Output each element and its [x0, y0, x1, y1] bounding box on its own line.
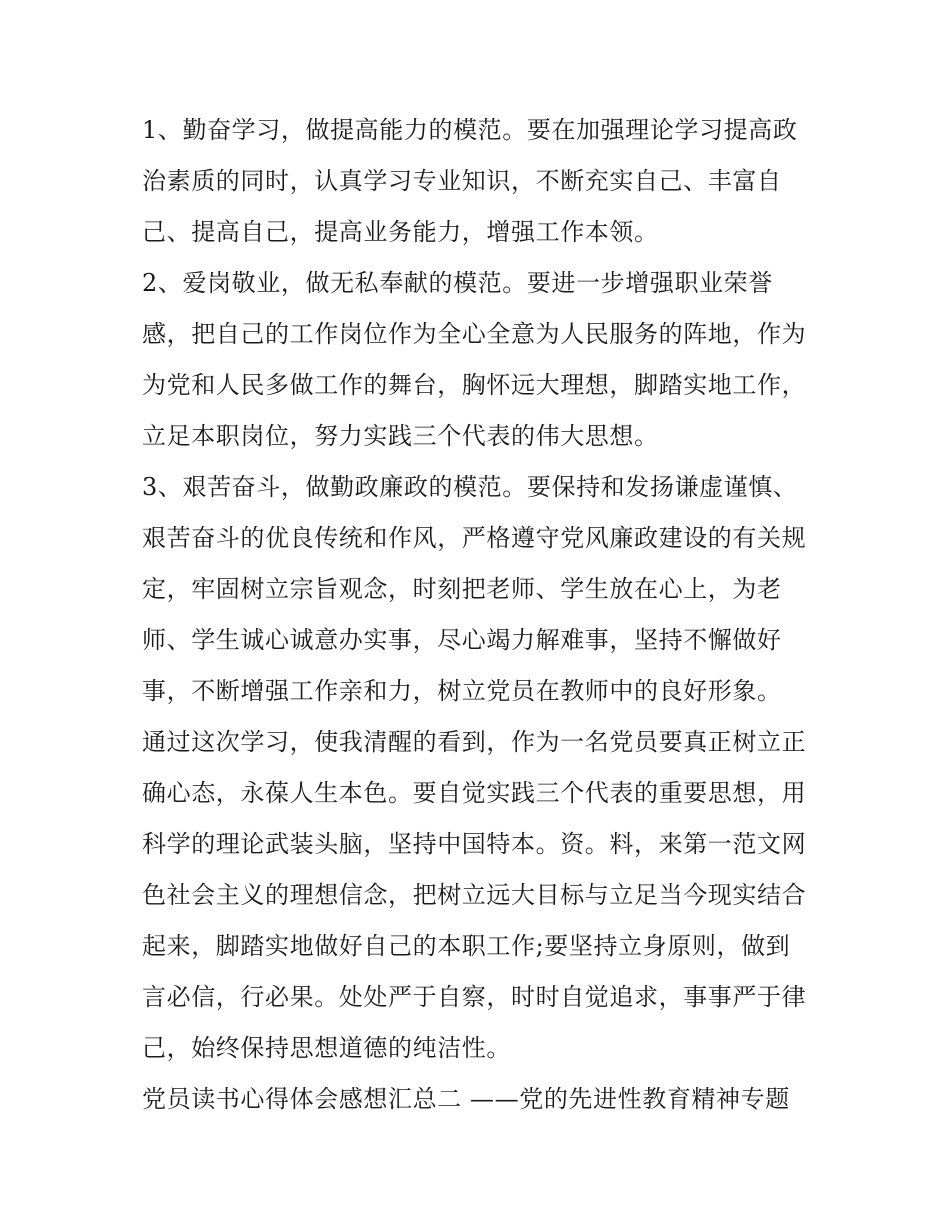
text-line: 通过这次学习，使我清醒的看到，作为一名党员要真正树立正 [142, 728, 807, 756]
text-line: 确心态，永葆人生本色。要自觉实践三个代表的重要思想，用 [142, 779, 807, 807]
text-line: 己、提高自己，提高业务能力，增强工作本领。 [142, 218, 659, 246]
text-line: 立足本职岗位，努力实践三个代表的伟大思想。 [142, 422, 659, 450]
text-line: 色社会主义的理想信念，把树立远大目标与立足当今现实结合 [142, 881, 807, 909]
text-line: 言必信，行必果。处处严于自察，时时自觉追求，事事严于律 [142, 983, 807, 1011]
text-line: 1、勤奋学习，做提高能力的模范。要在加强理论学习提高政 [142, 116, 798, 144]
section-heading: 党员读书心得体会感想汇总二 ——党的先进性教育精神专题 [142, 1085, 790, 1113]
text-line: 为党和人民多做工作的舞台，胸怀远大理想，脚踏实地工作， [142, 371, 807, 399]
text-line: 己，始终保持思想道德的纯洁性。 [142, 1034, 511, 1062]
text-line: 艰苦奋斗的优良传统和作风，严格遵守党风廉政建设的有关规 [142, 524, 807, 552]
text-line: 事，不断增强工作亲和力，树立党员在教师中的良好形象。 [142, 677, 782, 705]
text-line: 起来，脚踏实地做好自己的本职工作;要坚持立身原则，做到 [142, 932, 791, 960]
text-line: 定，牢固树立宗旨观念，时刻把老师、学生放在心上，为老 [142, 575, 782, 603]
text-line: 感，把自己的工作岗位作为全心全意为人民服务的阵地，作为 [142, 320, 807, 348]
text-line: 治素质的同时，认真学习专业知识，不断充实自己、丰富自 [142, 167, 782, 195]
text-line: 2、爱岗敬业，做无私奉献的模范。要进一步增强职业荣誉 [142, 269, 773, 297]
text-line: 科学的理论武装头脑，坚持中国特本。资。料，来第一范文网 [142, 830, 807, 858]
text-line: 3、艰苦奋斗，做勤政廉政的模范。要保持和发扬谦虚谨慎、 [142, 473, 798, 501]
text-line: 师、学生诚心诚意办实事，尽心竭力解难事，坚持不懈做好 [142, 626, 782, 654]
